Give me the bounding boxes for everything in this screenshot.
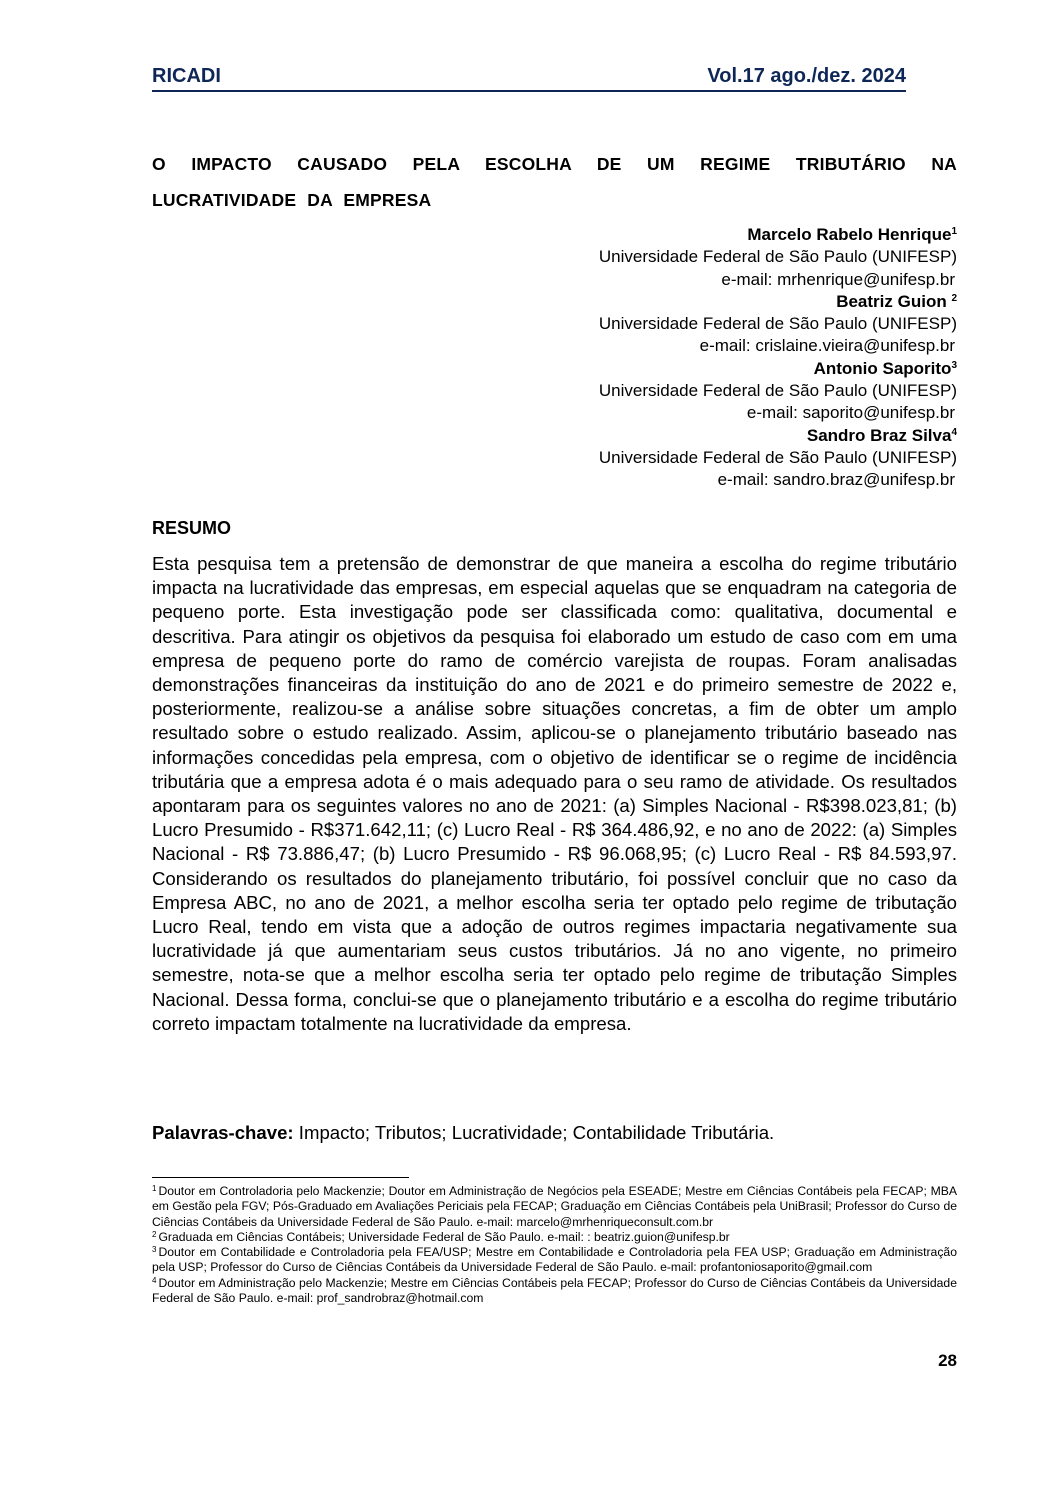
author-email: e-mail: sandro.braz@unifesp.br xyxy=(717,470,955,490)
volume-info: Vol.17 ago./dez. 2024 xyxy=(707,65,906,87)
author-email: e-mail: crislaine.vieira@unifesp.br xyxy=(699,336,955,356)
footnote-mark: 2 xyxy=(951,292,957,304)
keywords-label: Palavras-chave: xyxy=(152,1122,294,1143)
page-number: 28 xyxy=(938,1351,957,1370)
author-affiliation: Universidade Federal de São Paulo (UNIFESP) xyxy=(598,447,957,467)
footnote-separator xyxy=(152,1177,409,1178)
footnote-mark: 4 xyxy=(152,1275,157,1285)
author-affiliation: Universidade Federal de São Paulo (UNIFESP) xyxy=(598,381,957,401)
author-name: Beatriz Guion $^2$ xyxy=(836,291,957,311)
footnote: $^3$ Doutor em Contabilidade e Controladoria pela FEA/USP; Mestre em Contabilidade e Controladoria pela FEA USP; Graduação em Administração pela USP; Professor do Curso de Ciências Contábeis da Universidade Federal de São Paulo. e-mail: profantoniosaporito@gmail.com xyxy=(152,1245,957,1275)
footnote-mark: 1 xyxy=(951,226,957,237)
author-name: Antonio Saporito$^3$ xyxy=(813,358,957,378)
running-header xyxy=(152,64,906,92)
author-entry xyxy=(457,358,957,425)
author-name: Sandro Braz Silva$^4$ xyxy=(806,425,957,445)
author-email: e-mail: saporito@unifesp.br xyxy=(746,403,955,423)
abstract-heading: RESUMO xyxy=(152,518,232,538)
journal-name: RICADI xyxy=(152,65,221,87)
footnote: $^2$ Graduada em Ciências Contábeis; Universidade Federal de São Paulo. e-mail: : beatriz.guion@unifesp.br xyxy=(152,1229,730,1244)
author-affiliation: Universidade Federal de São Paulo (UNIFESP) xyxy=(598,247,957,267)
footnote-mark: 3 xyxy=(951,359,957,371)
author-affiliation: Universidade Federal de São Paulo (UNIFESP) xyxy=(598,314,957,334)
abstract-text: Esta pesquisa tem a pretensão de demonstrar de que maneira a escolha do regime tributário impacta na lucratividade das empresas, em especial aquelas que se enquadram na categoria de pequeno porte. Esta investigação pode ser classificada como: qualitativa, documental e descritiva. Para atingir os objetivos da pesquisa foi elaborado um estudo de caso com em uma empresa de pequeno porte do ramo de comércio varejista de roupas. Foram analisadas demonstrações financeiras da instituição do ano de 2021 e do primeiro semestre de 2022 e, posteriormente, realizou-se a análise sobre situações concretas, a fim de obter um amplo resultado sobre o estudo realizado. Assim, aplicou-se o planejamento tributário baseado nas informações concedidas pela empresa, com o objetivo de identificar se o regime de incidência tributária que a empresa adota é o mais adequado para o seu ramo de atividade. Os resultados apontaram para os seguintes valores no ano de 2021: (a) Simples Nacional - R$398.023,81; (b) Lucro Presumido - R$371.642,11; (c) Lucro Real - R$ 364.486,92, e no ano de 2022: (a) Simples Nacional - R$ 73.886,47; (b) Lucro Presumido - R$ 96.068,95; (c) Lucro Real - R$ 84.593,97. Considerando os resultados do planejamento tributário, foi possível concluir que no caso da Empresa ABC, no ano de 2021, a melhor escolha seria ter optado pelo regime de tributação Lucro Real, tendo em vista que a adoção de outros regimes impactaria negativamente sua lucratividade já que aumentariam seus custos tributários. Já no ano vigente, no primeiro semestre, nota-se que a melhor escolha seria ter optado pelo regime de tributação Simples Nacional. Dessa forma, conclui-se que o planejamento tributário e a escolha do regime tributário correto impactam totalmente na lucratividade da empresa. xyxy=(152,553,957,1034)
footnote: $^1$ Doutor em Controladoria pelo Mackenzie; Doutor em Administração de Negócios pela ESEADE; Mestre em Ciências Contábeis pela FECAP; MBA em Gestão pela FGV; Pós-Graduado em Avaliações Periciais pela FECAP; Graduação em Ciências Contábeis pela UniBrasil; Professor do Curso de Ciências Contábeis da Universidade Federal de São Paulo. e-mail: marcelo@mrhenriqueconsult.com.br xyxy=(152,1184,957,1229)
article-title: O IMPACTO CAUSADO PELA ESCOLHA DE UM REGIME TRIBUTÁRIO NA LUCRATIVIDADE DA EMPRESA xyxy=(152,154,957,210)
author-name: Marcelo Rabelo Henrique$^1$ xyxy=(747,225,957,244)
footnote-mark: 4 xyxy=(951,426,957,438)
footnote-mark: 1 xyxy=(152,1184,157,1193)
author-entry xyxy=(457,425,957,492)
author-email: e-mail: mrhenrique@unifesp.br xyxy=(721,269,955,289)
keywords-list: Impacto; Tributos; Lucratividade; Contabilidade Tributária. xyxy=(293,1122,775,1143)
footnote: $^4$ Doutor em Administração pelo Mackenzie; Mestre em Ciências Contábeis pela FECAP; Professor do Curso de Ciências Contábeis da Universidade Federal de São Paulo. e-mail: prof_sandrobraz@hotmail.com xyxy=(152,1275,957,1306)
footnotes xyxy=(152,1184,957,1306)
author-block xyxy=(457,224,957,492)
footnote-mark: 3 xyxy=(152,1245,157,1255)
author-entry xyxy=(457,224,957,291)
author-entry xyxy=(457,291,957,358)
footnote-mark: 2 xyxy=(152,1229,157,1239)
keywords xyxy=(152,1121,957,1145)
